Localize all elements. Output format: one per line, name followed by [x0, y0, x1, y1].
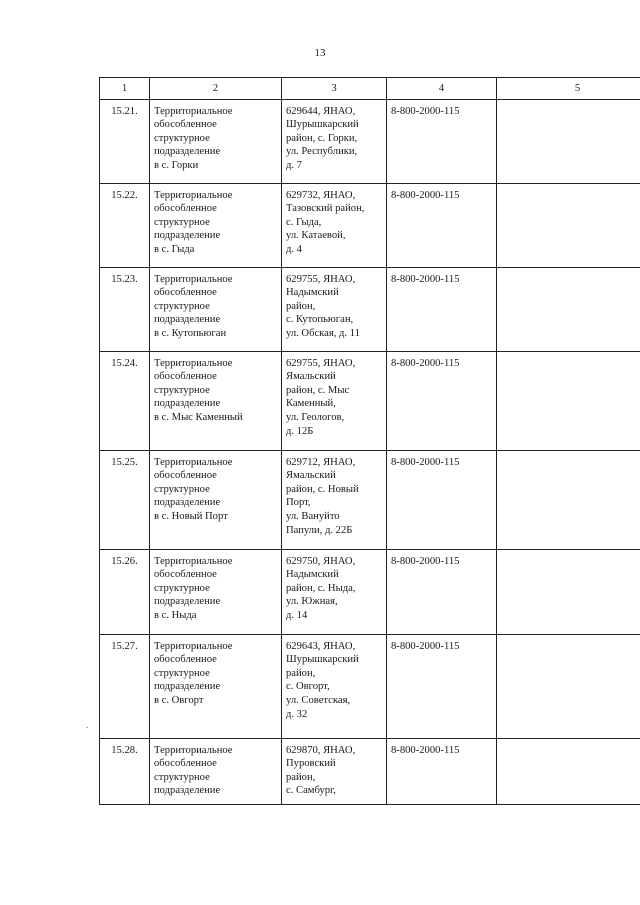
office-name-line: в с. Овгорт	[154, 694, 204, 706]
office-name-line: Территориальное	[154, 640, 233, 652]
address-line: д. 32	[286, 708, 308, 720]
office-name-line: подразделение	[154, 314, 221, 326]
office-name-line: структурное	[154, 132, 210, 144]
office-name-line: подразделение	[154, 398, 221, 410]
office-name-line: структурное	[154, 771, 210, 783]
address-line: Надымский	[286, 287, 339, 299]
address-line: ул. Советская,	[286, 694, 351, 706]
table-row	[100, 351, 640, 450]
address-line: д. 12Б	[286, 425, 314, 437]
office-name-line: Территориальное	[154, 189, 233, 201]
office-name-line: структурное	[154, 667, 210, 679]
address-line: Каменный,	[286, 398, 336, 410]
table-row	[100, 267, 640, 351]
office-name-line: в с. Ныда	[154, 609, 197, 621]
phone-cell: 8-800-2000-115	[387, 267, 497, 351]
office-name-line: в с. Гыда	[154, 243, 195, 255]
address-cell	[282, 99, 387, 183]
address-line: 629870, ЯНАО,	[286, 744, 356, 756]
table-row	[100, 634, 640, 738]
office-name-line: обособленное	[154, 203, 217, 215]
office-name-cell	[150, 99, 282, 183]
office-name-line: подразделение	[154, 596, 221, 608]
phone-cell: 8-800-2000-115	[387, 450, 497, 549]
office-name-line: в с. Кутопьюган	[154, 327, 227, 339]
phone-cell: 8-800-2000-115	[387, 549, 497, 634]
row-number: 15.28.	[100, 738, 150, 804]
office-name-line: обособленное	[154, 654, 217, 666]
office-name-cell	[150, 183, 282, 267]
office-name-line: обособленное	[154, 470, 217, 482]
row-number: 15.23.	[100, 267, 150, 351]
address-cell	[282, 549, 387, 634]
table-row	[100, 450, 640, 549]
address-cell	[282, 351, 387, 450]
address-line: Шурышкарский	[286, 654, 359, 666]
address-line: Тазовский район,	[286, 203, 365, 215]
office-name-cell	[150, 634, 282, 738]
address-line: Папули, д. 22Б	[286, 524, 353, 536]
address-line: Ямальский	[286, 470, 336, 482]
row-number: 15.21.	[100, 99, 150, 183]
office-name-line: Территориальное	[154, 456, 233, 468]
note-cell	[497, 634, 640, 738]
address-line: с. Овгорт,	[286, 681, 330, 693]
office-name-line: Территориальное	[154, 273, 233, 285]
office-name-line: обособленное	[154, 371, 217, 383]
address-line: район, с. Ныда,	[286, 582, 356, 594]
address-line: 629644, ЯНАО,	[286, 105, 356, 117]
address-line: район,	[286, 300, 316, 312]
office-name-line: подразделение	[154, 146, 221, 158]
address-line: 629755, ЯНАО,	[286, 273, 356, 285]
office-name-line: обособленное	[154, 569, 217, 581]
address-cell	[282, 267, 387, 351]
column-header-4: 4	[387, 78, 497, 100]
office-name-line: подразделение	[154, 497, 221, 509]
phone-cell: 8-800-2000-115	[387, 351, 497, 450]
office-name-line: Территориальное	[154, 744, 233, 756]
address-line: ул. Катаевой,	[286, 230, 346, 242]
address-line: д. 4	[286, 243, 302, 255]
office-name-line: подразделение	[154, 230, 221, 242]
phone-cell: 8-800-2000-115	[387, 99, 497, 183]
address-line: 629755, ЯНАО,	[286, 357, 356, 369]
note-cell	[497, 351, 640, 450]
address-line: с. Самбург,	[286, 785, 336, 797]
office-name-line: Территориальное	[154, 357, 233, 369]
phone-cell: 8-800-2000-115	[387, 183, 497, 267]
office-name-line: структурное	[154, 216, 210, 228]
office-name-line: в с. Новый Порт	[154, 510, 228, 522]
office-name-line: обособленное	[154, 287, 217, 299]
note-cell	[497, 267, 640, 351]
office-name-line: обособленное	[154, 758, 217, 770]
office-name-line: в с. Горки	[154, 159, 199, 171]
address-line: Порт,	[286, 497, 311, 509]
address-line: д. 7	[286, 159, 302, 171]
address-line: Ямальский	[286, 371, 336, 383]
office-name-line: структурное	[154, 300, 210, 312]
office-name-line: Территориальное	[154, 105, 233, 117]
row-number: 15.22.	[100, 183, 150, 267]
note-cell	[497, 549, 640, 634]
note-cell	[497, 183, 640, 267]
table-row	[100, 549, 640, 634]
offices-table	[99, 77, 640, 805]
address-cell	[282, 183, 387, 267]
office-name-line: обособленное	[154, 119, 217, 131]
column-header-3: 3	[282, 78, 387, 100]
office-name-line: структурное	[154, 384, 210, 396]
row-number: 15.25.	[100, 450, 150, 549]
office-name-line: подразделение	[154, 785, 221, 797]
office-name-cell	[150, 549, 282, 634]
address-line: 629732, ЯНАО,	[286, 189, 356, 201]
address-line: ул. Вануйто	[286, 510, 340, 522]
office-name-cell	[150, 267, 282, 351]
address-line: район, с. Новый	[286, 483, 359, 495]
address-line: район, с. Горки,	[286, 132, 358, 144]
office-name-cell	[150, 738, 282, 804]
office-name-line: структурное	[154, 582, 210, 594]
address-line: 629750, ЯНАО,	[286, 555, 356, 567]
office-name-cell	[150, 351, 282, 450]
office-name-line: структурное	[154, 483, 210, 495]
office-name-cell	[150, 450, 282, 549]
note-cell	[497, 99, 640, 183]
table-row	[100, 99, 640, 183]
address-line: Пуровский	[286, 758, 336, 770]
address-line: 629712, ЯНАО,	[286, 456, 356, 468]
address-line: ул. Южная,	[286, 596, 338, 608]
address-cell	[282, 450, 387, 549]
row-number: 15.27.	[100, 634, 150, 738]
table-row	[100, 738, 640, 804]
phone-cell: 8-800-2000-115	[387, 738, 497, 804]
note-cell	[497, 450, 640, 549]
office-name-line: подразделение	[154, 681, 221, 693]
address-cell	[282, 738, 387, 804]
note-cell	[497, 738, 640, 804]
row-number: 15.26.	[100, 549, 150, 634]
page-number: 13	[314, 47, 326, 59]
row-number: 15.24.	[100, 351, 150, 450]
address-line: с. Гыда,	[286, 216, 322, 228]
address-line: Надымский	[286, 569, 339, 581]
address-line: ул. Обская, д. 11	[286, 327, 360, 339]
office-name-line: в с. Мыс Каменный	[154, 411, 243, 423]
office-name-line: Территориальное	[154, 555, 233, 567]
address-line: ул. Республики,	[286, 146, 358, 158]
column-header-1: 1	[100, 78, 150, 100]
address-line: район,	[286, 771, 316, 783]
address-cell	[282, 634, 387, 738]
column-header-2: 2	[150, 78, 282, 100]
address-line: с. Кутопьюган,	[286, 314, 354, 326]
address-line: Шурышкарский	[286, 119, 359, 131]
address-line: ул. Геологов,	[286, 411, 345, 423]
column-header-5: 5	[497, 78, 640, 100]
margin-mark: .	[86, 720, 89, 730]
address-line: район,	[286, 667, 316, 679]
phone-cell: 8-800-2000-115	[387, 634, 497, 738]
address-line: д. 14	[286, 609, 308, 621]
address-line: 629643, ЯНАО,	[286, 640, 356, 652]
address-line: район, с. Мыс	[286, 384, 350, 396]
table-header-row	[100, 78, 640, 100]
table-row	[100, 183, 640, 267]
